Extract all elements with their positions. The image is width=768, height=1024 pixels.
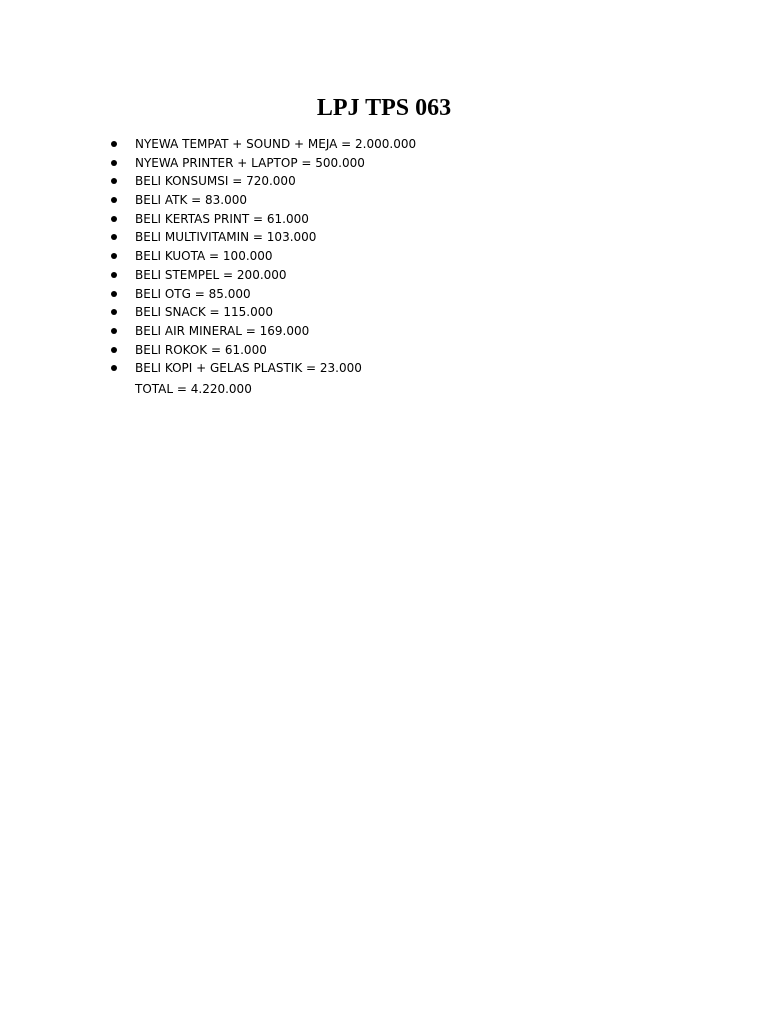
bullet-icon xyxy=(111,272,117,278)
list-item-text: BELI OTG = 85.000 xyxy=(135,286,251,301)
list-item-text: NYEWA TEMPAT + SOUND + MEJA = 2.000.000 xyxy=(135,137,417,151)
bullet-icon xyxy=(111,216,117,222)
list-item-text: BELI ATK = 83.000 xyxy=(135,193,248,208)
list-item-text: BELI KOPI + GELAS PLASTIK = 23.000 xyxy=(135,361,362,376)
bullet-icon xyxy=(111,309,117,315)
document-title: LPJ TPS 063 xyxy=(316,95,452,121)
bullet-icon xyxy=(111,178,117,184)
list-item-text: BELI MULTIVITAMIN = 103.000 xyxy=(135,230,317,245)
bullet-icon xyxy=(111,141,117,147)
list-item-text: BELI KERTAS PRINT = 61.000 xyxy=(135,211,309,226)
bullet-icon xyxy=(111,234,117,240)
list-item-text: BELI KUOTA = 100.000 xyxy=(135,249,273,264)
list-item-text: BELI AIR MINERAL = 169.000 xyxy=(135,323,310,338)
list-item-text: NYEWA PRINTER + LAPTOP = 500.000 xyxy=(135,155,365,170)
list-item-text: BELI STEMPEL = 200.000 xyxy=(135,267,287,282)
bullet-icon xyxy=(111,291,117,297)
bullet-icon xyxy=(111,328,117,334)
list-item-text: BELI SNACK = 115.000 xyxy=(135,305,273,320)
list-item-text: BELI KONSUMSI = 720.000 xyxy=(135,174,296,189)
bullet-icon xyxy=(111,160,117,166)
bullet-icon xyxy=(111,365,117,371)
bullet-icon xyxy=(111,253,117,259)
bullet-icon xyxy=(111,197,117,203)
bullet-icon xyxy=(111,347,117,353)
total-line: TOTAL = 4.220.000 xyxy=(135,382,252,396)
list-item-text: BELI ROKOK = 61.000 xyxy=(135,342,267,357)
